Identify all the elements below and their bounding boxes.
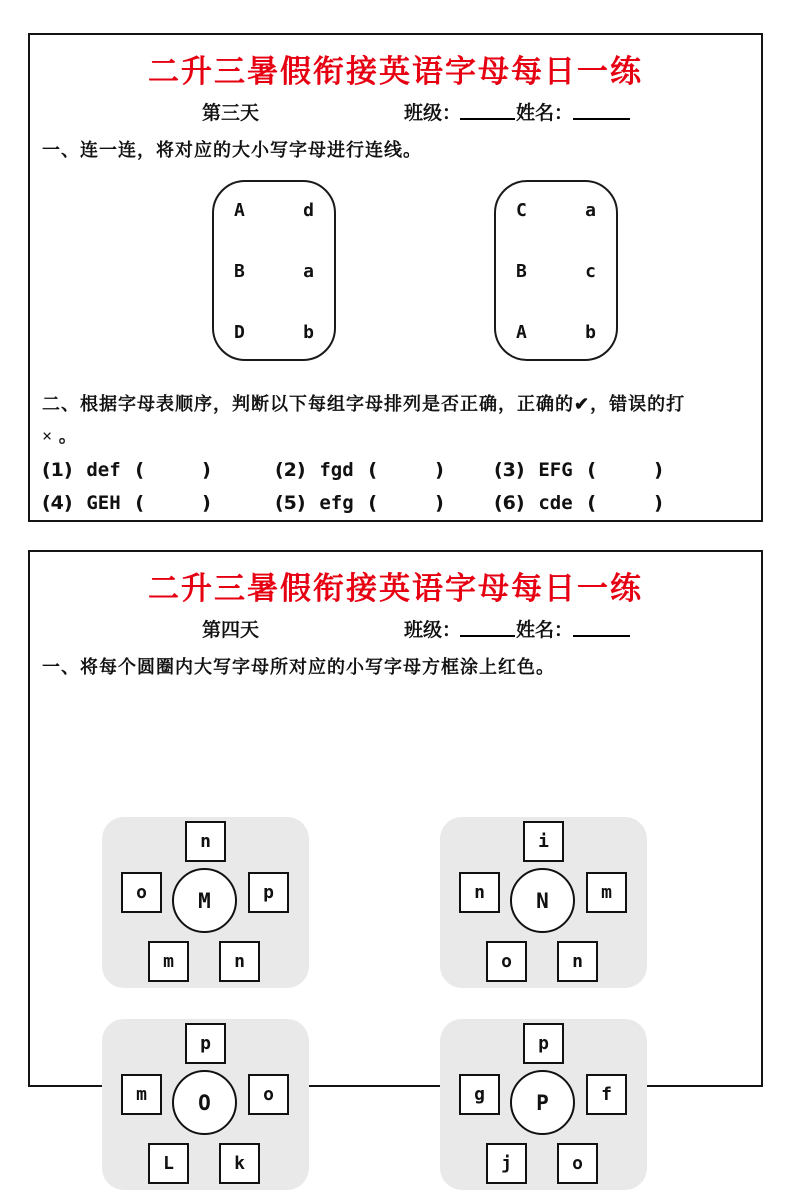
class-blank-line[interactable] [460,615,515,637]
center-circle-letter: N [510,868,575,933]
header-row [30,615,761,645]
letter-panel-O [102,1019,309,1190]
letter-box-bottom-left[interactable]: j [486,1143,527,1184]
letter-box-top[interactable]: n [185,821,226,862]
letter-box-bottom-right[interactable]: n [557,941,598,982]
question-2-heading-line1: 二、根据字母表顺序，判断以下每组字母排列是否正确，正确的✔，错误的打 [42,394,686,414]
uppercase-letter[interactable]: A [234,200,245,221]
uppercase-letter[interactable]: C [516,200,527,221]
match-box-left [212,180,336,361]
item-number: (4) [42,491,73,514]
answer-blank[interactable]: ( ) [587,491,663,514]
class-blank-line[interactable] [460,98,515,120]
item-letters: fgd [319,458,354,481]
lowercase-letter[interactable]: a [303,261,314,282]
day-label: 第四天 [202,620,260,641]
judgment-items [42,459,761,515]
letter-box-left[interactable]: g [459,1074,500,1115]
letter-box-left[interactable]: o [121,872,162,913]
letter-box-bottom-right[interactable]: k [219,1143,260,1184]
item-number: (5) [275,491,306,514]
match-row [516,322,596,343]
item-letters: EFG [538,458,573,481]
match-row [516,200,596,221]
lowercase-letter[interactable]: d [303,200,314,221]
answer-blank[interactable]: ( ) [368,491,444,514]
lowercase-letter[interactable]: b [585,322,596,343]
letter-box-top[interactable]: p [523,1023,564,1064]
lowercase-letter[interactable]: a [585,200,596,221]
name-label: 姓名： [516,103,574,124]
letter-box-top[interactable]: i [523,821,564,862]
center-circle-letter: O [172,1070,237,1135]
match-area [30,162,761,374]
letter-box-right[interactable]: f [586,1074,627,1115]
match-row [516,261,596,282]
name-blank-line[interactable] [573,615,630,637]
letter-box-left[interactable]: m [121,1074,162,1115]
letter-box-bottom-right[interactable]: n [219,941,260,982]
letter-panel-M [102,817,309,988]
match-row [234,322,314,343]
judgment-item-3 [494,459,724,482]
letter-box-right[interactable]: m [586,872,627,913]
letter-box-bottom-left[interactable]: o [486,941,527,982]
judgment-item-4 [42,492,275,515]
uppercase-letter[interactable]: D [234,322,245,343]
answer-blank[interactable]: ( ) [135,491,211,514]
match-row [234,261,314,282]
letter-box-right[interactable]: p [248,872,289,913]
item-letters: efg [319,491,354,514]
class-label: 班级： [404,620,462,641]
worksheet-page-day4 [28,550,763,1174]
question-2-heading [42,388,761,453]
lowercase-letter[interactable]: b [303,322,314,343]
letter-box-bottom-left[interactable]: L [148,1143,189,1184]
answer-blank[interactable]: ( ) [135,458,211,481]
letter-box-bottom-right[interactable]: o [557,1143,598,1184]
worksheet-page-day3 [28,33,763,522]
match-box-right [494,180,618,361]
item-number: (1) [42,458,73,481]
center-circle-letter: M [172,868,237,933]
uppercase-letter[interactable]: B [516,261,527,282]
question-2-heading-line2: × 。 [42,426,78,447]
judgment-item-6 [494,492,724,515]
match-row [234,200,314,221]
letter-panel-N [440,817,647,988]
letter-box-bottom-left[interactable]: m [148,941,189,982]
uppercase-letter[interactable]: B [234,261,245,282]
lowercase-letter[interactable]: c [585,261,596,282]
center-circle-letter: P [510,1070,575,1135]
page-title: 二升三暑假衔接英语字母每日一练 [148,571,643,606]
name-label: 姓名： [516,620,574,641]
header-row [30,98,761,128]
item-letters: cde [538,491,573,514]
letter-box-left[interactable]: n [459,872,500,913]
answer-blank[interactable]: ( ) [587,458,663,481]
class-label: 班级： [404,103,462,124]
page-title: 二升三暑假衔接英语字母每日一练 [148,54,643,89]
judgment-item-2 [275,459,494,482]
letter-panel-P [440,1019,647,1190]
item-number: (2) [275,458,306,481]
judgment-item-1 [42,459,275,482]
day-label: 第三天 [202,103,260,124]
letter-box-right[interactable]: o [248,1074,289,1115]
item-letters: def [86,458,121,481]
letter-box-top[interactable]: p [185,1023,226,1064]
answer-blank[interactable]: ( ) [368,458,444,481]
name-blank-line[interactable] [573,98,630,120]
item-letters: GEH [86,491,121,514]
item-number: (3) [494,458,525,481]
judgment-item-5 [275,492,494,515]
question-1-heading: 一、将每个圆圈内大写字母所对应的小写字母方框涂上红色。 [42,657,555,677]
uppercase-letter[interactable]: A [516,322,527,343]
item-number: (6) [494,491,525,514]
question-1-heading: 一、连一连，将对应的大小写字母进行连线。 [42,140,422,160]
